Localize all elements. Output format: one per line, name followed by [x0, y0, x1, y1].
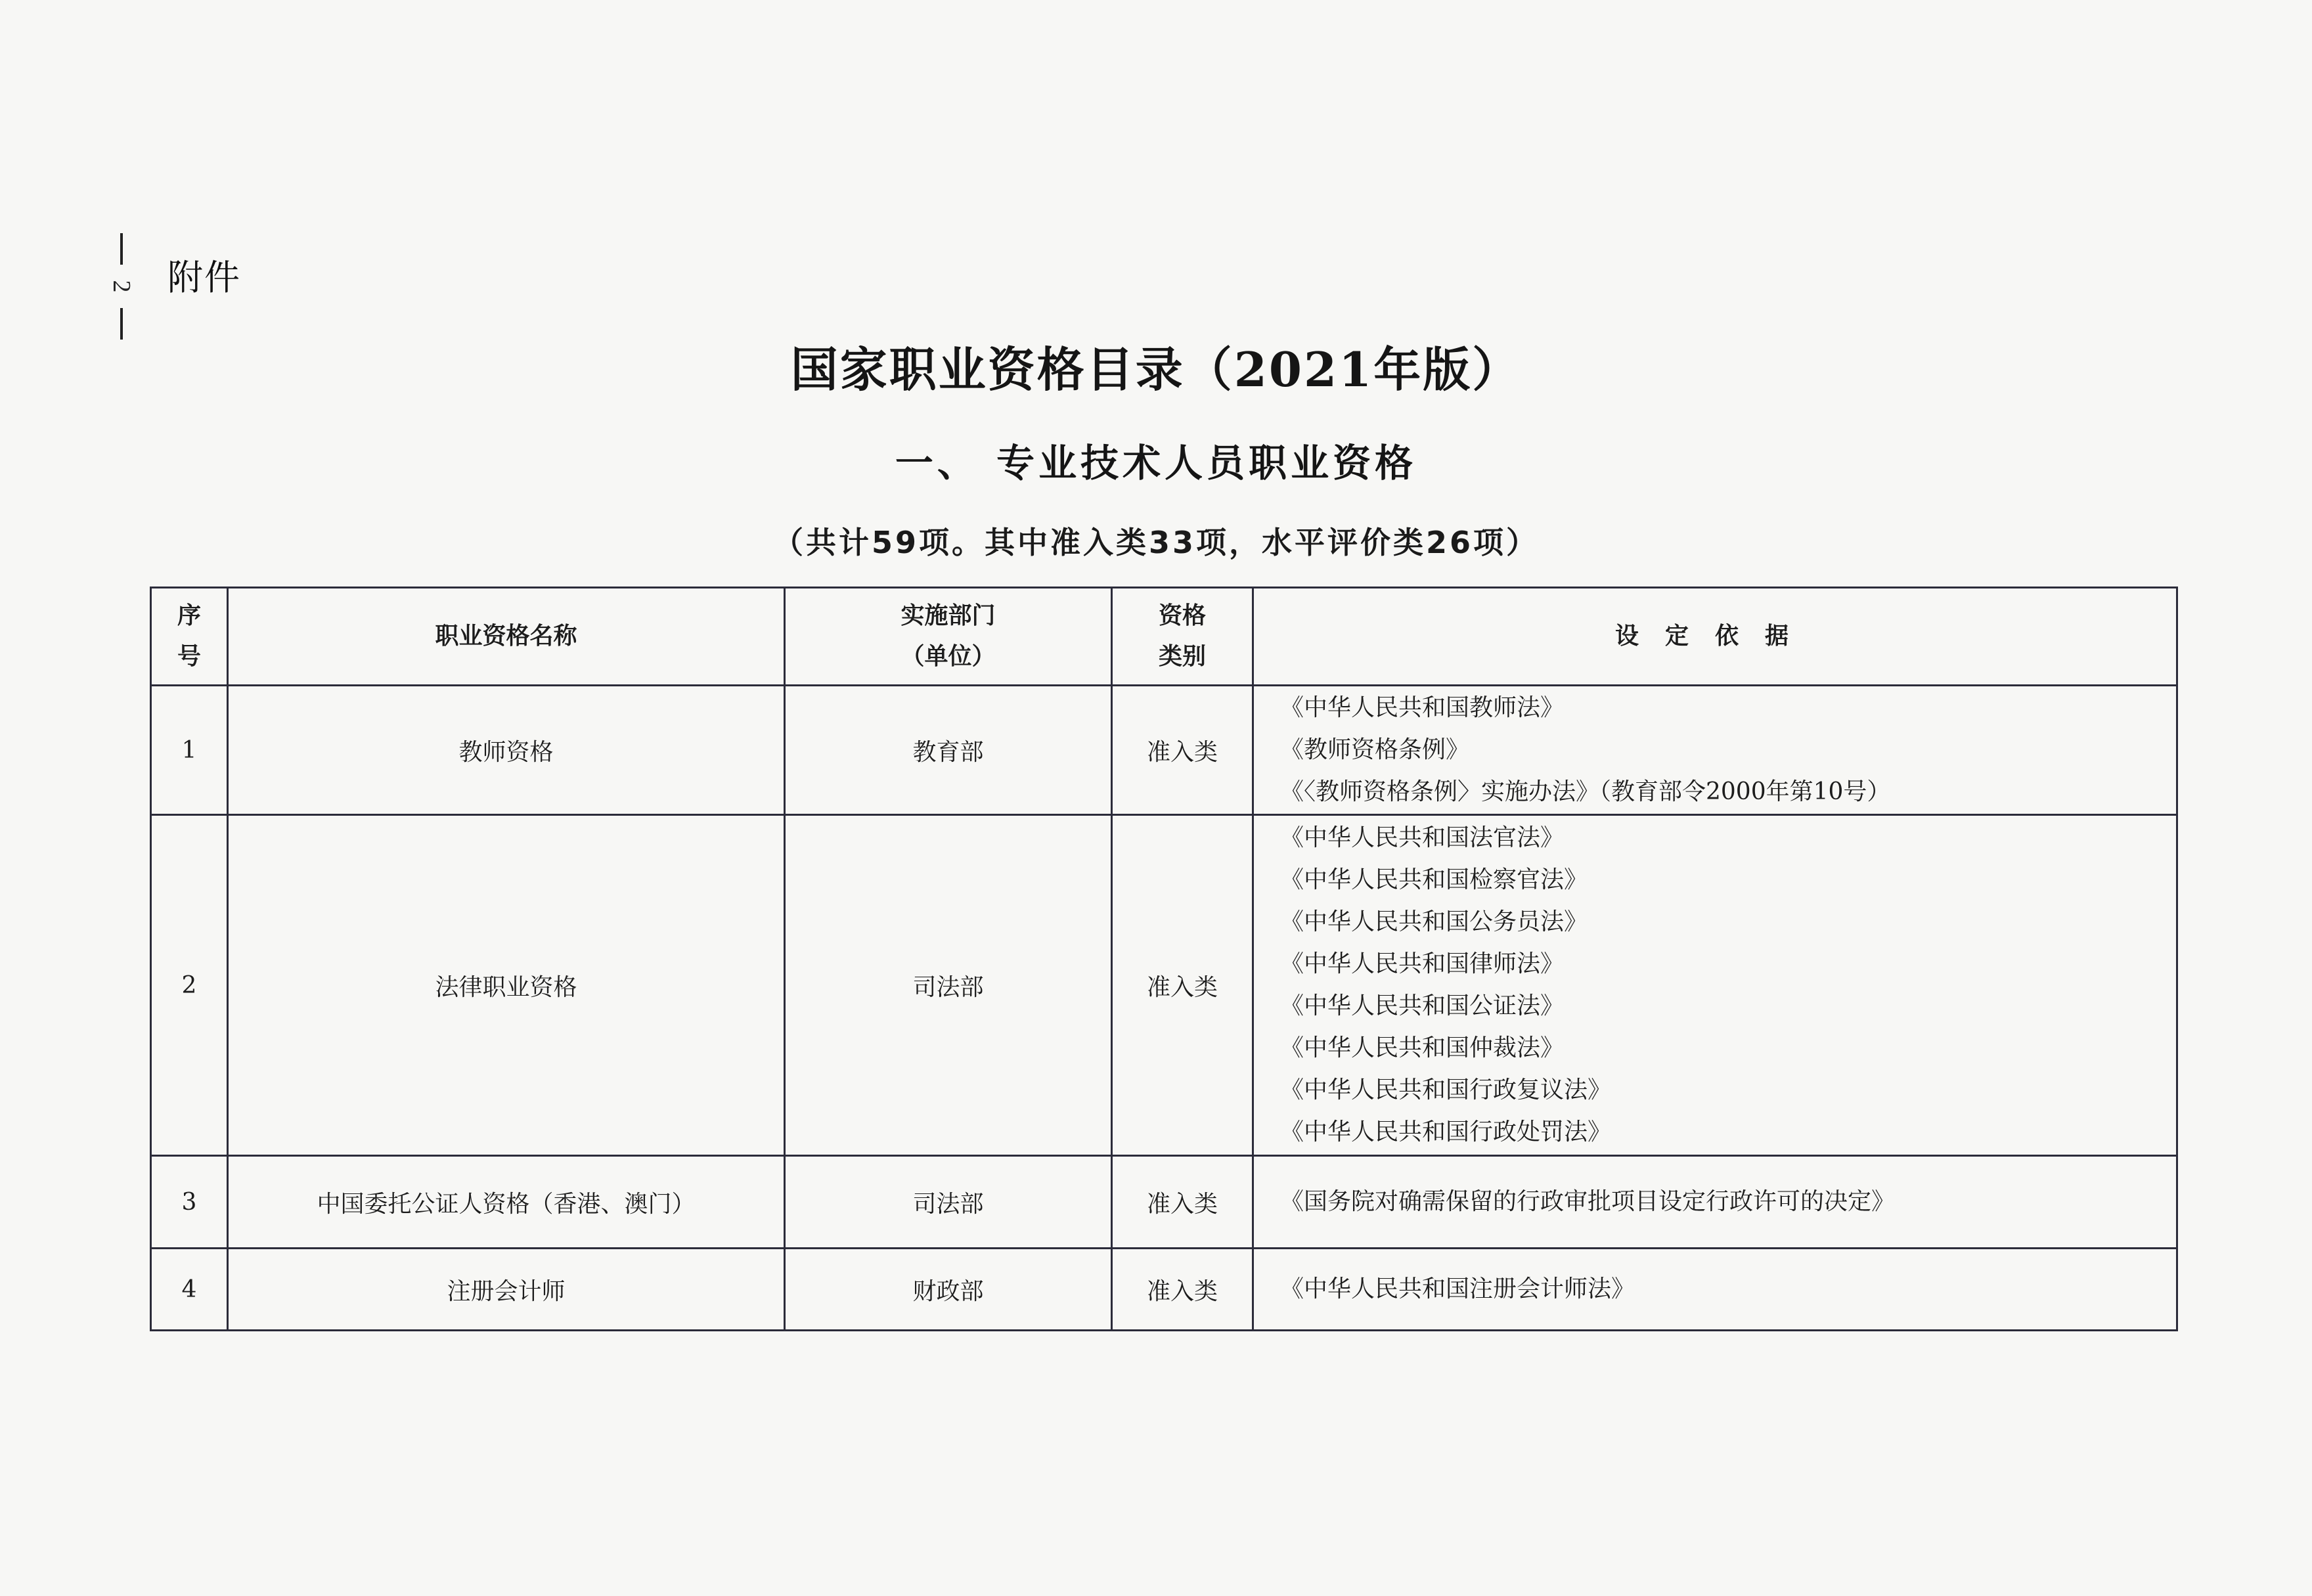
qualification-table: [150, 587, 2178, 1331]
basis-line: 《〈教师资格条例〉实施办法》（教育部令2000年第10号）: [1280, 778, 1891, 805]
page-number-dash-top: [120, 233, 123, 265]
cell-basis: [1253, 1249, 2177, 1331]
basis-line: 《中华人民共和国仲裁法》: [1280, 1034, 1565, 1061]
page-number-value: 2: [108, 280, 135, 293]
header-dept-line2: （单位）: [900, 643, 996, 670]
cell-seq: 3: [151, 1156, 228, 1249]
basis-line: 《中华人民共和国公务员法》: [1280, 908, 1588, 935]
table-row: [151, 686, 2177, 815]
cell-dept: 司法部: [785, 815, 1112, 1156]
basis-line: 《中华人民共和国注册会计师法》: [1280, 1275, 1635, 1302]
cell-type: 准入类: [1112, 1156, 1253, 1249]
cell-dept: 司法部: [785, 1156, 1112, 1249]
table-row: [151, 1249, 2177, 1331]
basis-line: 《中华人民共和国教师法》: [1280, 694, 1565, 721]
basis-line: 《中华人民共和国行政处罚法》: [1280, 1119, 1612, 1145]
section-title: 一、 专业技术人员职业资格: [895, 441, 1417, 485]
header-seq-line2: 号: [177, 643, 201, 670]
header-dept: [785, 588, 1112, 686]
header-dept-line1: 实施部门: [900, 602, 996, 629]
header-type-line1: 资格: [1158, 602, 1206, 629]
table-row: [151, 815, 2177, 1156]
cell-dept: 教育部: [785, 686, 1112, 815]
header-name: 职业资格名称: [228, 588, 785, 686]
header-seq-line1: 序: [177, 602, 201, 629]
cell-seq: 1: [151, 686, 228, 815]
attachment-label: 附件: [167, 257, 241, 298]
basis-line: 《国务院对确需保留的行政审批项目设定行政许可的决定》: [1280, 1188, 1896, 1215]
header-basis: 设定依据: [1253, 588, 2177, 686]
header-type: [1112, 588, 1253, 686]
table-header-row: [151, 588, 2177, 686]
basis-line: 《中华人民共和国公证法》: [1280, 992, 1565, 1019]
cell-basis: [1253, 815, 2177, 1156]
cell-basis: [1253, 1156, 2177, 1249]
document-title: 国家职业资格目录（2021年版）: [790, 342, 1522, 397]
cell-type: 准入类: [1112, 1249, 1253, 1331]
table-row: [151, 1156, 2177, 1249]
section-summary: （共计59项。其中准入类33项，水平评价类26项）: [772, 525, 1540, 560]
basis-line: 《中华人民共和国行政复议法》: [1280, 1076, 1612, 1103]
cell-type: 准入类: [1112, 815, 1253, 1156]
basis-line: 《中华人民共和国律师法》: [1280, 950, 1565, 977]
cell-type: 准入类: [1112, 686, 1253, 815]
header-type-line2: 类别: [1158, 643, 1206, 670]
cell-dept: 财政部: [785, 1249, 1112, 1331]
basis-line: 《中华人民共和国法官法》: [1280, 824, 1565, 851]
page-number: [108, 233, 135, 340]
cell-name: 注册会计师: [228, 1249, 785, 1331]
cell-name: 教师资格: [228, 686, 785, 815]
cell-name: 法律职业资格: [228, 815, 785, 1156]
basis-line: 《教师资格条例》: [1280, 736, 1470, 763]
cell-seq: 4: [151, 1249, 228, 1331]
basis-line: 《中华人民共和国检察官法》: [1280, 866, 1588, 893]
cell-seq: 2: [151, 815, 228, 1156]
cell-name: 中国委托公证人资格（香港、澳门）: [228, 1156, 785, 1249]
cell-basis: [1253, 686, 2177, 815]
header-seq: [151, 588, 228, 686]
